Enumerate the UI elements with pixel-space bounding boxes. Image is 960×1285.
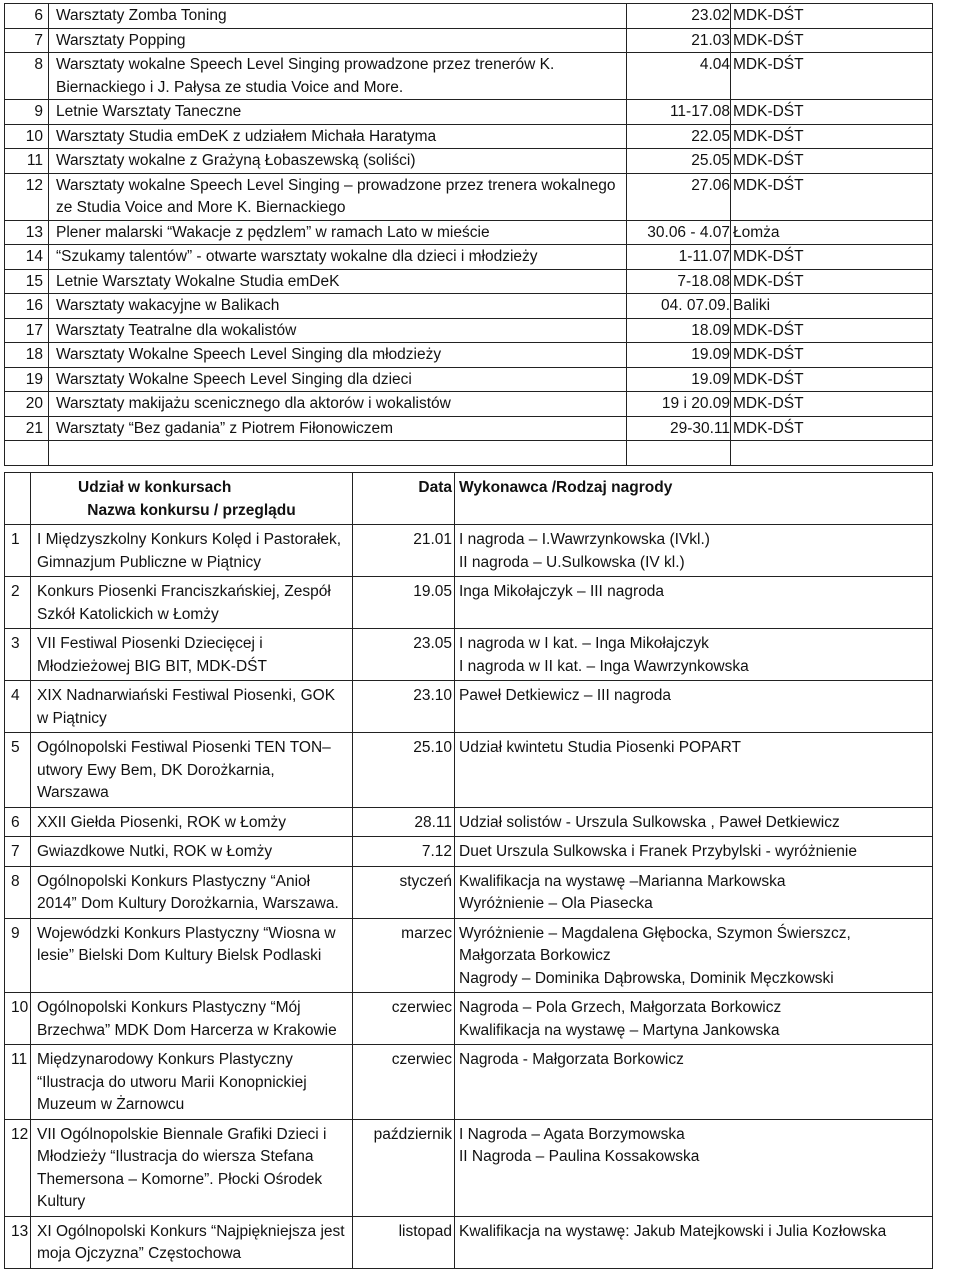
contests-header-award: Wykonawca /Rodzaj nagrody [455, 473, 933, 525]
workshop-date: 22.05 [627, 124, 731, 149]
table-row [5, 392, 933, 417]
workshop-place: MDK-DŚT [731, 367, 933, 392]
contests-header-num [5, 473, 31, 525]
contest-date: 23.10 [353, 681, 455, 733]
contests-header-row [5, 473, 933, 525]
workshop-number: 8 [5, 53, 49, 100]
workshop-name: Warsztaty “Bez gadania” z Piotrem Fiłonowiczem [49, 416, 627, 441]
workshop-place: MDK-DŚT [731, 343, 933, 368]
award-line: Kwalifikacja na wystawę – Martyna Jankowska [459, 1021, 780, 1039]
table-row [5, 28, 933, 53]
workshop-number: 10 [5, 124, 49, 149]
workshop-date: 19.09 [627, 367, 731, 392]
workshop-number: 11 [5, 149, 49, 174]
workshop-place: MDK-DŚT [731, 28, 933, 53]
contest-award [455, 629, 933, 681]
contest-name: Ogólnopolski Festiwal Piosenki TEN TON– utwory Ewy Bem, DK Dorożkarnia, Warszawa [31, 733, 353, 808]
award-line: Duet Urszula Sulkowska i Franek Przybylski - wyróżnienie [459, 843, 857, 860]
contest-date: 28.11 [353, 807, 455, 837]
empty-cell [5, 441, 49, 466]
contest-number: 2 [5, 577, 31, 629]
contests-table [4, 472, 933, 1269]
workshop-name: Letnie Warsztaty Wokalne Studia emDeK [49, 269, 627, 294]
table-row [5, 1119, 933, 1216]
workshop-name: Plener malarski “Wakacje z pędzlem” w ramach Lato w mieście [49, 220, 627, 245]
award-line: II Nagroda – Paulina Kossakowska [459, 1148, 700, 1165]
contest-name: Wojewódzki Konkurs Plastyczny “Wiosna w lesie” Bielski Dom Kultury Bielsk Podlaski [31, 918, 353, 993]
table-row [5, 294, 933, 319]
contest-name: VII Festiwal Piosenki Dziecięcej i Młodzieżowej BIG BIT, MDK-DŚT [31, 629, 353, 681]
award-line: Nagroda – Pola Grzech, Małgorzata Borkowicz [459, 999, 782, 1016]
workshop-place: MDK-DŚT [731, 124, 933, 149]
contest-date: czerwiec [353, 993, 455, 1045]
workshop-date: 29-30.11 [627, 416, 731, 441]
contests-header-date: Data [353, 473, 455, 525]
award-line: Nagrody – Dominika Dąbrowska, Dominik Męczkowski [459, 969, 834, 987]
empty-cell [731, 441, 933, 466]
workshop-number: 7 [5, 28, 49, 53]
workshop-number: 14 [5, 245, 49, 270]
award-line: Wyróżnienie – Ola Piasecka [459, 895, 653, 912]
workshop-name: Warsztaty Teatralne dla wokalistów [49, 318, 627, 343]
contest-name: Konkurs Piosenki Franciszkańskiej, Zespół Szkół Katolickich w Łomży [31, 577, 353, 629]
contest-date: 25.10 [353, 733, 455, 808]
workshop-place: MDK-DŚT [731, 245, 933, 270]
workshop-date: 1-11.07 [627, 245, 731, 270]
workshop-number: 15 [5, 269, 49, 294]
workshop-number: 12 [5, 173, 49, 220]
table-row [5, 993, 933, 1045]
award-line: I Nagroda – Agata Borzymowska [459, 1125, 685, 1143]
award-line: I nagroda w I kat. – Inga Mikołajczyk [459, 635, 709, 652]
contest-date: marzec [353, 918, 455, 993]
contest-date: czerwiec [353, 1045, 455, 1120]
contest-date: 21.01 [353, 525, 455, 577]
contest-award [455, 918, 933, 993]
workshop-name: Warsztaty Popping [49, 28, 627, 53]
table-row [5, 343, 933, 368]
table-row [5, 100, 933, 125]
workshop-place: MDK-DŚT [731, 173, 933, 220]
contest-award [455, 577, 933, 629]
table-row [5, 416, 933, 441]
workshop-number: 13 [5, 220, 49, 245]
workshop-place: Łomża [731, 220, 933, 245]
workshop-date: 4.04 [627, 53, 731, 100]
contest-date: październik [353, 1119, 455, 1216]
workshop-date: 25.05 [627, 149, 731, 174]
workshop-name: Warsztaty makijażu scenicznego dla aktorów i wokalistów [49, 392, 627, 417]
table-row [5, 173, 933, 220]
contest-name: XXII Giełda Piosenki, ROK w Łomży [31, 807, 353, 837]
contest-name: Gwiazdkowe Nutki, ROK w Łomży [31, 837, 353, 867]
empty-cell [627, 441, 731, 466]
table-row [5, 124, 933, 149]
contest-name: XI Ogólnopolski Konkurs “Najpiękniejsza jest moja Ojczyzna” Częstochowa [31, 1216, 353, 1268]
contest-date: 7.12 [353, 837, 455, 867]
workshop-place: MDK-DŚT [731, 416, 933, 441]
contest-date: 19.05 [353, 577, 455, 629]
contest-award [455, 681, 933, 733]
contest-name: VII Ogólnopolskie Biennale Grafiki Dzieci i Młodzieży “Ilustracja do wiersza Stefana Themersona – Komorne”. Płocki Ośrodek Kultury [31, 1119, 353, 1216]
workshop-date: 11-17.08 [627, 100, 731, 125]
contest-award [455, 837, 933, 867]
table-row [5, 318, 933, 343]
contests-table-body [5, 473, 933, 1269]
workshop-date: 30.06 - 4.07 [627, 220, 731, 245]
contest-award [455, 866, 933, 918]
workshop-name: Warsztaty Wokalne Speech Level Singing dla dzieci [49, 367, 627, 392]
contest-number: 10 [5, 993, 31, 1045]
workshop-place: MDK-DŚT [731, 318, 933, 343]
workshop-number: 18 [5, 343, 49, 368]
table-row [5, 807, 933, 837]
contest-name: Międzynarodowy Konkurs Plastyczny “Ilustracja do utworu Marii Konopnickiej Muzeum w Żarnowcu [31, 1045, 353, 1120]
workshop-name: Warsztaty wokalne Speech Level Singing prowadzone przez trenerów K. Biernackiego i J. Pałysa ze studia Voice and More. [49, 53, 627, 100]
table-row [5, 918, 933, 993]
contest-number: 12 [5, 1119, 31, 1216]
contests-header-title: Udział w konkursach [78, 479, 232, 496]
contest-number: 1 [5, 525, 31, 577]
workshop-date: 21.03 [627, 28, 731, 53]
workshop-number: 17 [5, 318, 49, 343]
contest-date: 23.05 [353, 629, 455, 681]
table-row [5, 269, 933, 294]
contest-number: 9 [5, 918, 31, 993]
workshop-date: 19.09 [627, 343, 731, 368]
workshop-number: 16 [5, 294, 49, 319]
empty-row [5, 441, 933, 466]
workshop-name: Letnie Warsztaty Taneczne [49, 100, 627, 125]
contest-award [455, 807, 933, 837]
award-line: I nagroda w II kat. – Inga Wawrzynkowska [459, 657, 749, 675]
contest-award [455, 733, 933, 808]
contest-name: Ogólnopolski Konkurs Plastyczny “Anioł 2014” Dom Kultury Dorożkarnia, Warszawa. [31, 866, 353, 918]
contest-award [455, 1045, 933, 1120]
workshop-place: MDK-DŚT [731, 149, 933, 174]
workshop-number: 21 [5, 416, 49, 441]
award-line: Udział kwintetu Studia Piosenki POPART [459, 739, 741, 756]
workshop-date: 7-18.08 [627, 269, 731, 294]
contest-number: 7 [5, 837, 31, 867]
table-row [5, 681, 933, 733]
workshop-number: 20 [5, 392, 49, 417]
table-row [5, 1216, 933, 1268]
contest-name: XIX Nadnarwiański Festiwal Piosenki, GOK w Piątnicy [31, 681, 353, 733]
contests-header-name [31, 473, 353, 525]
empty-cell [49, 441, 627, 466]
contest-number: 13 [5, 1216, 31, 1268]
table-row [5, 837, 933, 867]
contest-date: listopad [353, 1216, 455, 1268]
workshop-date: 23.02 [627, 4, 731, 29]
table-row [5, 53, 933, 100]
workshop-place: MDK-DŚT [731, 100, 933, 125]
award-line: Kwalifikacja na wystawę –Marianna Markowska [459, 872, 786, 890]
contest-number: 6 [5, 807, 31, 837]
workshop-place: MDK-DŚT [731, 4, 933, 29]
award-line: II nagroda – U.Sulkowska (IV kl.) [459, 553, 685, 571]
table-row [5, 629, 933, 681]
contests-header-subtitle: Nazwa konkursu / przeglądu [87, 501, 296, 519]
table-row [5, 245, 933, 270]
contest-number: 11 [5, 1045, 31, 1120]
workshop-place: MDK-DŚT [731, 269, 933, 294]
table-row [5, 733, 933, 808]
workshop-place: Baliki [731, 294, 933, 319]
contest-date: styczeń [353, 866, 455, 918]
contest-award [455, 525, 933, 577]
contest-name: I Międzyszkolny Konkurs Kolęd i Pastorałek, Gimnazjum Publiczne w Piątnicy [31, 525, 353, 577]
contest-award [455, 993, 933, 1045]
contest-name: Ogólnopolski Konkurs Plastyczny “Mój Brzechwa” MDK Dom Harcerza w Krakowie [31, 993, 353, 1045]
award-line: I nagroda – I.Wawrzynkowska (IVkl.) [459, 531, 710, 548]
award-line: Paweł Detkiewicz – III nagroda [459, 687, 671, 704]
award-line: Kwalifikacja na wystawę: Jakub Matejkowski i Julia Kozłowska [459, 1222, 887, 1240]
workshop-place: MDK-DŚT [731, 53, 933, 100]
table-row [5, 149, 933, 174]
table-row [5, 4, 933, 29]
award-line: Wyróżnienie – Magdalena Głębocka, Szymon Świerszcz, [459, 924, 851, 942]
contest-award [455, 1119, 933, 1216]
workshop-name: Warsztaty Zomba Toning [49, 4, 627, 29]
contest-number: 4 [5, 681, 31, 733]
workshop-number: 9 [5, 100, 49, 125]
award-line: Nagroda - Małgorzata Borkowicz [459, 1051, 684, 1068]
workshops-table [4, 3, 933, 466]
workshop-date: 04. 07.09. [627, 294, 731, 319]
workshop-number: 6 [5, 4, 49, 29]
workshops-table-body [5, 4, 933, 466]
award-line: Inga Mikołajczyk – III nagroda [459, 583, 665, 600]
workshop-name: “Szukamy talentów” - otwarte warsztaty wokalne dla dzieci i młodzieży [49, 245, 627, 270]
workshop-name: Warsztaty wakacyjne w Balikach [49, 294, 627, 319]
table-row [5, 866, 933, 918]
award-line: Udział solistów - Urszula Sulkowska , Paweł Detkiewicz [459, 813, 840, 831]
table-row [5, 220, 933, 245]
table-row [5, 525, 933, 577]
workshop-number: 19 [5, 367, 49, 392]
workshop-date: 19 i 20.09 [627, 392, 731, 417]
table-row [5, 1045, 933, 1120]
contest-number: 3 [5, 629, 31, 681]
contest-number: 5 [5, 733, 31, 808]
contest-award [455, 1216, 933, 1268]
table-row [5, 367, 933, 392]
workshop-place: MDK-DŚT [731, 392, 933, 417]
workshop-name: Warsztaty wokalne Speech Level Singing – prowadzone przez trenera wokalnego ze Studia Voice and More K. Biernackiego [49, 173, 627, 220]
workshop-name: Warsztaty Wokalne Speech Level Singing dla młodzieży [49, 343, 627, 368]
workshop-date: 27.06 [627, 173, 731, 220]
table-row [5, 577, 933, 629]
contest-number: 8 [5, 866, 31, 918]
workshop-name: Warsztaty wokalne z Grażyną Łobaszewską (soliści) [49, 149, 627, 174]
award-line: Małgorzata Borkowicz [459, 947, 611, 964]
workshop-date: 18.09 [627, 318, 731, 343]
workshop-name: Warsztaty Studia emDeK z udziałem Michała Haratyma [49, 124, 627, 149]
